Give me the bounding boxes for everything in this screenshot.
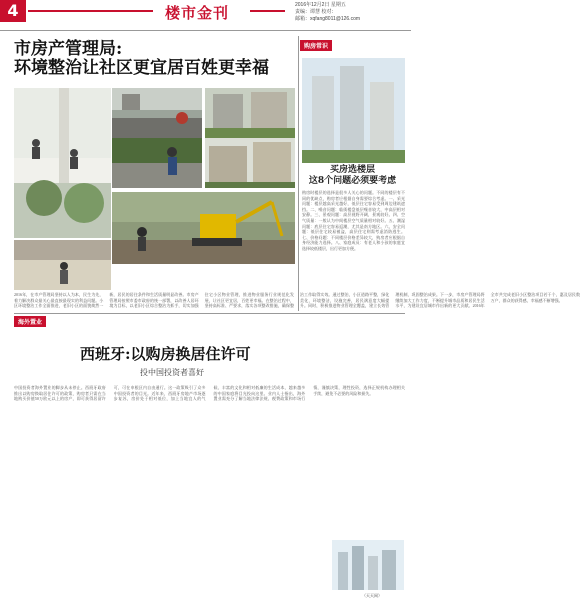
masthead-rule-right xyxy=(250,10,285,12)
column-name: 楼市金刊 xyxy=(165,4,230,22)
photo-street-clean xyxy=(112,88,202,138)
byline: （天天网） xyxy=(362,593,382,598)
sidebar-title-line1: 买房选楼层 xyxy=(329,165,375,175)
masthead-rule-left xyxy=(28,10,153,12)
overseas-subhead: 投中国投资者喜好 xyxy=(140,368,204,377)
photo-excavator xyxy=(112,192,295,264)
sidebar-title-line2: 这8个问题必须要考虑 xyxy=(308,176,397,186)
editor-line: 责编：谭慧 校对： xyxy=(295,9,337,15)
overseas-headline: 西班牙:以购房换居住许可 xyxy=(80,345,251,363)
overseas-body: 中国投资者海外置业的脚步从未停止。西班牙政府推出以购房换取居住许可的政策，购房者只需在当地购买价值50万欧元以上的房产，即可获得居留许可，可在申根区内自由通行。这一政策吸引了众多中国投资者的目光。近年来，西班牙房地产市场逐步复苏，房价处于相对低位，加上当地宜人的气候、丰富的文化和相对低廉的生活成本，越来越多的中国家庭将目光投向这里。业内人士指出，海外置业需充分了解当地法律法规、税费政策和市场行情，谨慎决策，理性投资，选择正规机构办理相关手续，避免不必要的风险和损失。 xyxy=(14,385,405,402)
photo-highrise-towers xyxy=(302,58,405,163)
section-divider xyxy=(14,313,405,314)
masthead-meta xyxy=(295,2,360,23)
main-headline-line2: 环境整治让社区更宜居百姓更幸福 xyxy=(14,58,269,78)
date-line: 2016年12月2日 星期五 xyxy=(295,2,346,8)
photo-worker-broom xyxy=(112,138,202,188)
photo-overseas-skyline xyxy=(332,540,404,590)
masthead-divider xyxy=(0,30,411,31)
page-number: 4 xyxy=(0,0,26,22)
main-headline-line1: 市房产管理局: xyxy=(14,39,123,59)
main-headline xyxy=(14,40,299,78)
photo-residential-block xyxy=(205,88,295,138)
photo-apartment-buildings xyxy=(205,138,295,188)
sidebar-divider xyxy=(298,36,299,311)
sidebar-tag: 购房常识 xyxy=(300,40,332,51)
overseas-tag: 海外置业 xyxy=(14,316,46,327)
photo-yard-workers xyxy=(14,240,111,290)
photo-wall-workers xyxy=(14,88,111,238)
email-line: 邮箱：xqfang8011@126.com xyxy=(295,16,361,22)
sidebar-body: 购房时楼层的选择是很多人关心的问题。不同的楼层有不同的优缺点，购房者应根据自身需要综合考虑。一、采光问题：楼层越高采光越好，低层住宅容易受到周边建筑遮挡。二、噪音问题：临街楼盘低层噪音较大，中高层相对安静。三、景观问题：高层视野开阔，景观较好。四、空气质量：一般认为中间楼层空气质量相对较好。五、潮湿问题：底层住宅容易返潮，尤其是南方地区。六、安全问题：低层住宅较易被盗，高层住宅则需考虑消防逃生。七、价格问题：不同楼层价格差异较大，购房者应根据自身经济能力选择。八、家庭成员：有老人和小孩的家庭宜选择较低楼层，出行更加方便。 xyxy=(302,190,405,251)
main-story-body: 2016年，在市产管理局坚持以人为本，民生为先，着力解决群众最关心最直接最现实的利益问题。小区环境整治工作全面推进，老旧小区的面貌焕然一新，居民的居住条件和生活质量明显改善。市房产管理局按照市委市政府的统一部署，以改善人居环境为目标，以老旧小区综合整治为抓手，切实加强住宅小区物业管理，推进物业服务行业规范化发展，让社区更宜居，百姓更幸福。在整治过程中，坚持高标准、严要求，落实各项整改措施，确保整治工作取得实效。通过整治，小区道路平整，绿化美化，环境整洁，设施完善，居民满意度大幅提升。同时，积极推进物业管理全覆盖，建立长效管理机制，巩固整治成果。下一步，市房产管理局将继续加大工作力度，不断提升城市品质和居民生活水平，为建设宜居城市作出新的更大贡献。2016年全市共完成老旧小区整治项目若干个，惠及居民数万户，群众的获得感、幸福感不断增强。 xyxy=(14,292,580,309)
sidebar-title xyxy=(300,165,405,187)
